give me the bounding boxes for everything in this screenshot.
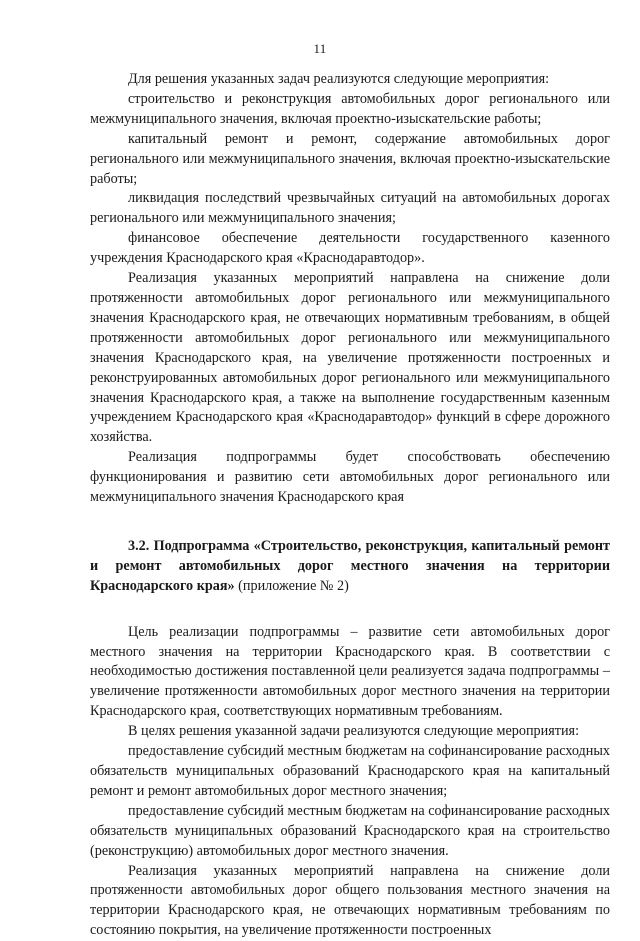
list-item: предоставление субсидий местным бюджетам на софинансирование расходных обязательств муниципальных образований Краснодарского края на строительство (реконструкцию) автомобильных дорог местного значения. <box>90 802 610 859</box>
list-item: финансовое обеспечение деятельности государственного казенного учреждения Краснодарского края «Краснодаравтодор». <box>90 230 610 267</box>
list-item: предоставление субсидий местным бюджетам на софинансирование расходных обязательств муниципальных образований Краснодарского края на капитальный ремонт и ремонт автомобильных дорог местного значения; <box>90 743 610 799</box>
paragraph: Реализация подпрограммы будет способствовать обеспечению функционирования и развитию сети автомобильных дорог регионального или межмуниципального значения Краснодарского края <box>90 449 610 506</box>
section-heading-note: (приложение № 2) <box>238 577 349 594</box>
list-item: ликвидация последствий чрезвычайных ситуаций на автомобильных дорогах регионального или межмуниципального значения; <box>90 190 610 227</box>
paragraph: В целях решения указанной задачи реализуются следующие мероприятия: <box>128 723 580 740</box>
paragraph: Для решения указанных задач реализуются следующие мероприятия: <box>128 71 550 87</box>
section-heading <box>90 537 610 597</box>
list-item: строительство и реконструкция автомобильных дорог регионального или межмуниципального значения, включая проектно-изыскательские работы; <box>90 90 610 127</box>
paragraph: Реализация указанных мероприятий направлена на снижение доли протяженности автомобильных дорог регионального или межмуниципального значения Краснодарского края, не отвечающих нормативным требованиям, в общей протяженности автомобильных дорог регионального или межмуниципального значения Краснодарского края, на увеличение протяженности построенных и реконструированных автомобильных дорог регионального или межмуниципального значения Краснодарского края, а также на выполнение государственным казенным учреждением Краснодарского края «Краснодаравтодор» функций в сфере дорожного хозяйства. <box>90 270 610 446</box>
list-item: капитальный ремонт и ремонт, содержание автомобильных дорог регионального или межмуниципального значения, включая проектно-изыскательские работы; <box>90 130 610 187</box>
paragraph: Реализация указанных мероприятий направлена на снижение доли протяженности автомобильных дорог общего пользования местного значения на территории Краснодарского края, не отвечающих нормативным требованиям по состоянию покрытия, на увеличение протяженности построенных <box>90 862 610 939</box>
page-number: 11 <box>313 41 327 56</box>
paragraph: Цель реализации подпрограммы – развитие сети автомобильных дорог местного значения на территории Краснодарского края. В соответствии с необходимостью достижения поставленной цели реализуется задача подпрограммы – увеличение протяженности автомобильных дорог местного значения на территории Краснодарского края, соответствующих нормативным требованиям. <box>90 623 610 720</box>
document-body <box>90 70 610 941</box>
section-heading-title: 3.2. Подпрограмма «Строительство, реконструкция, капитальный ремонт и ремонт автомобильных дорог местного значения на территории Краснодарского края» <box>90 537 610 594</box>
